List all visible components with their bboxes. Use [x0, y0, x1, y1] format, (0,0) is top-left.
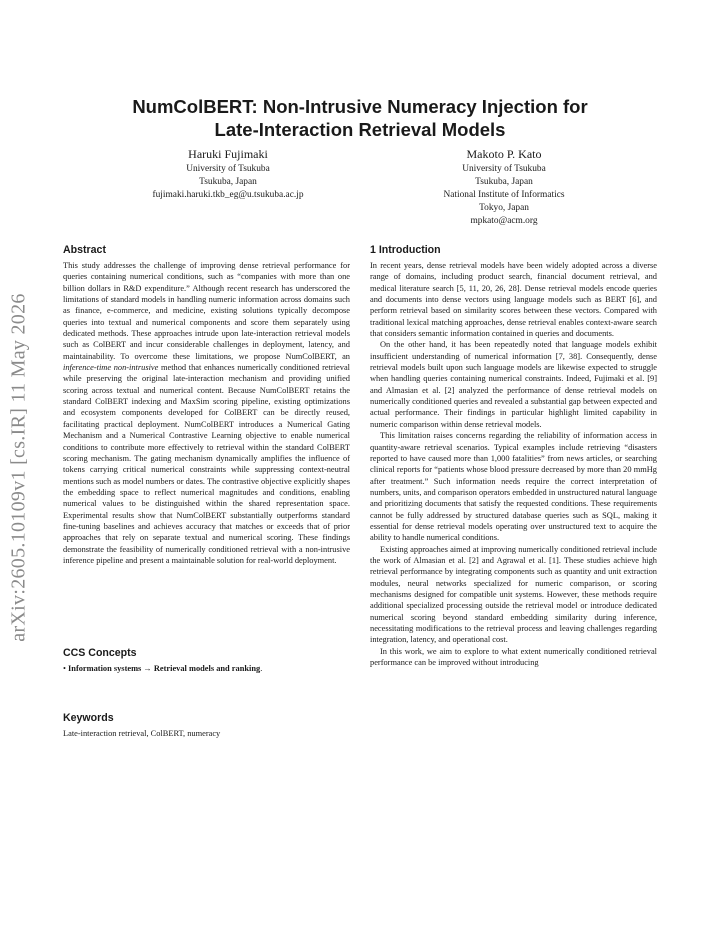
author-name: Makoto P. Kato — [466, 147, 542, 161]
intro-paragraph: Existing approaches aimed at improving numerically conditioned retrieval include the work of Almasian et al. [2] and Agrawal et al. [1]. These studies achieve high retrieval performance by integrating components such as quantity and unit extraction modules, neural networks specialized for numeric comparison, or scoring mechanisms designed for compatible unit systems. However, these methods require additional specialized processing outside the retrieval model or introduce dedicated numerical scoring beyond standard embedding similarity during inference, necessitating modifications to the retrieval process and leaving challenges regarding integration, latency, and operational cost. — [370, 544, 657, 645]
author-location: Tsukuba, Japan — [475, 177, 533, 187]
arxiv-identifier-stamp — [6, 262, 32, 672]
abstract-text-part-2: method that enhances numerically conditioned retrieval while preserving the original late-interaction mechanism and providing unified scoring across textual and numerical content. Because NumColBERT retains the standard ColBERT indexing and MaxSim scoring pipeline, existing optimizations and ecosystem components developed for ColBERT can be directly reused, facilitating practical deployment. NumColBERT introduces a Numerical Gating Mechanism and a Numerical Contrastive Learning objective to enable numerical conditions to contribute more effectively to retrieval within the standard ColBERT scoring mechanism. The gating mechanism dynamically amplifies the influence of tokens carrying critical numerical constraints while suppressing context-neutral mentions such as model numbers or dates. The contrastive objective explicitly shapes the embedding space to reflect numerical magnitudes and conditions, enabling numerical values to be distinguished within the shared representation space. Experimental results show that NumColBERT substantially outperforms standard fine-tuning baselines and achieves accuracy that matches or exceeds that of prior approaches that rely on separate textual and numerical scoring. These findings demonstrate the feasibility of numerically conditioned retrieval with a non-intrusive inference pipeline and present a maintainable solution for real-world deployment. — [63, 363, 350, 565]
left-column — [63, 243, 350, 739]
author-name: Haruki Fujimaki — [188, 147, 268, 161]
intro-paragraph: This limitation raises concerns regarding the reliability of information access in quantity-aware retrieval scenarios. Typical examples include retrieving “disasters reported to have caused more than 1,000 fatalities” from news articles, or searching clinical reports for “patients whose blood pressure decreased by more than 20 mmHg after treatment.” Such information needs require the correct interpretation of numbers, units, and comparison operators embedded in unstructured natural language and prioritizing documents that satisfy the requested conditions. These requirements cannot be fully addressed by structured database queries such as SQL, making it essential for dense retrieval models operating over unstructured text to acquire the ability to handle numerical conditions. — [370, 431, 657, 543]
author-location-2: Tokyo, Japan — [479, 203, 529, 213]
author-email: mpkato@acm.org — [470, 216, 538, 226]
keywords-text: Late-interaction retrieval, ColBERT, numeracy — [63, 728, 221, 738]
ccs-concepts-line — [63, 663, 350, 674]
author-block-1 — [88, 147, 368, 202]
ccs-bullet: • — [63, 664, 66, 674]
paper-title-line-2: Late-Interaction Retrieval Models — [214, 119, 506, 140]
author-affiliation: University of Tsukuba — [186, 164, 270, 174]
ccs-heading: CCS Concepts — [63, 647, 137, 660]
author-email: fujimaki.haruki.tkb_eg@u.tsukuba.ac.jp — [152, 190, 304, 200]
keywords-heading: Keywords — [63, 711, 114, 724]
intro-paragraph: In this work, we aim to explore to what extent numerically conditioned retrieval performance can be improved without introducing — [370, 646, 657, 668]
abstract-heading: Abstract — [63, 244, 106, 256]
right-column — [370, 243, 657, 668]
intro-paragraph: In recent years, dense retrieval models have been widely adopted across a diverse range of domains, including product search, financial document retrieval, and medical literature search [5, 11, 20, 26, 28]. Dense retrieval models encode queries and documents into dense vectors using language models such as BERT [6], and perform retrieval based on similarity scores between these vectors. Compared with traditional lexical matching approaches, dense retrieval enables context-aware search that considers semantic information contained in queries and documents. — [370, 261, 657, 339]
paper-title-line-1: NumColBERT: Non-Intrusive Numeracy Injection for — [132, 96, 588, 117]
author-location: Tsukuba, Japan — [199, 177, 257, 187]
abstract-text-part-1: This study addresses the challenge of improving dense retrieval performance for queries containing numerical conditions, such as “companies with more than one billion dollars in R&D expenditure.” Although recent research has underscored the limitations of standard models in handling numeric information across domains such as finance, e-commerce, and medicine, existing solutions typically decompose queries into textual and numerical components and score them separately using dedicated methods. These approaches intrude upon late-interaction retrieval models such as ColBERT and incur considerable challenges in deployment, latency, and maintainability. To overcome these limitations, we propose NumColBERT, an — [63, 261, 350, 361]
introduction-heading: 1 Introduction — [370, 244, 441, 256]
intro-paragraph: On the other hand, it has been repeatedly noted that language models exhibit insufficient understanding of numerical information [7, 38]. Consequently, dense retrieval models built upon such language models are likewise expected to struggle when handling queries containing numerical constraints. Indeed, Fujimaki et al. [9] and Almasian et al. [2] analyzed the performance of dense retrieval models on numerically conditioned queries and revealed a substantial gap between expected and actual performance. Their findings in particular highlight limited capability in numeric comparison within dense retrieval models. — [370, 340, 657, 429]
ccs-concept-item: Information systems → Retrieval models and ranking — [68, 664, 261, 674]
abstract-text — [63, 260, 350, 566]
author-affiliation: University of Tsukuba — [462, 164, 546, 174]
ccs-trailing: . — [260, 664, 263, 674]
author-affiliation-2: National Institute of Informatics — [443, 190, 565, 200]
arxiv-identifier-text: arXiv:2605.10109v1 [cs.IR] 11 May 2026 — [7, 292, 30, 642]
author-block-2 — [364, 147, 644, 228]
paper-title — [90, 95, 630, 141]
abstract-italic-phrase: inference-time non-intrusive — [63, 363, 159, 373]
